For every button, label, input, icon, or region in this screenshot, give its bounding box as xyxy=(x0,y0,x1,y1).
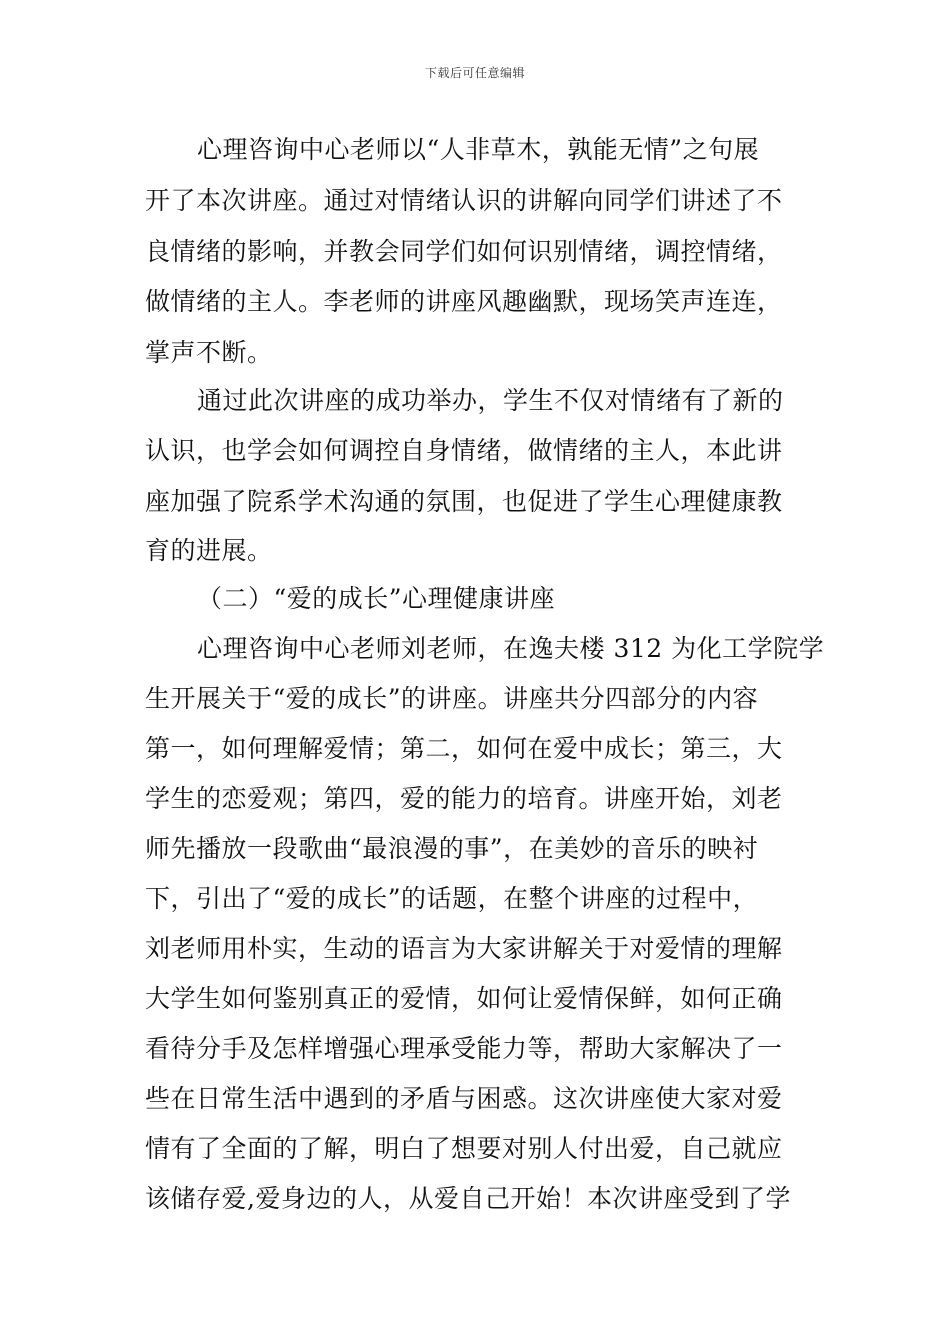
paragraph-line: 生开展关于“爱的成长”的讲座。讲座共分四部分的内容 xyxy=(145,684,759,713)
header-note: 下载后可任意编辑 xyxy=(424,66,525,80)
paragraph-line: 良情绪的影响，并教会同学们如何识别情绪，调控情绪， xyxy=(145,237,783,266)
paragraph-line: 座加强了院系学术沟通的氛围，也促进了学生心理健康教 xyxy=(145,487,783,516)
paragraph-line: 心理咨询中心老师以“人非草木，孰能无情”之句展 xyxy=(197,135,760,164)
paragraph-line: 掌声不断。 xyxy=(145,338,273,367)
paragraph-line: 第一，如何理解爱情；第二，如何在爱中成长；第三，大 xyxy=(145,734,783,763)
paragraph-line: 做情绪的主人。李老师的讲座风趣幽默，现场笑声连连， xyxy=(145,287,783,316)
paragraph-line: 看待分手及怎样增强心理承受能力等，帮助大家解决了一 xyxy=(145,1034,783,1063)
paragraph-line: 通过此次讲座的成功举办，学生不仅对情绪有了新的 xyxy=(197,386,784,415)
section-heading: （二）“爱的成长”心理健康讲座 xyxy=(197,584,556,613)
paragraph-line: 情有了全面的了解，明白了想要对别人付出爱，自己就应 xyxy=(145,1134,783,1163)
paragraph-line: 学生的恋爱观；第四，爱的能力的培育。讲座开始，刘老 xyxy=(145,784,783,813)
paragraph-line: 些在日常生活中遇到的矛盾与困惑。这次讲座使大家对爱 xyxy=(145,1084,783,1113)
paragraph-line: 育的进展。 xyxy=(145,536,273,565)
paragraph-line: 下，引出了“爱的成长”的话题，在整个讲座的过程中， xyxy=(145,884,759,913)
paragraph-line: 心理咨询中心老师刘老师，在逸夫楼 312 为化工学院学 xyxy=(197,634,825,663)
paragraph-line: 认识，也学会如何调控自身情绪，做情绪的主人，本此讲 xyxy=(145,436,783,465)
paragraph-line: 师先播放一段歌曲“最浪漫的事”，在美妙的音乐的映衬 xyxy=(145,834,759,863)
paragraph-line: 该储存爱,爱身边的人，从爱自己开始！本次讲座受到了学 xyxy=(145,1184,791,1213)
paragraph-line: 刘老师用朴实，生动的语言为大家讲解关于对爱情的理解 xyxy=(145,934,783,963)
paragraph-line: 开了本次讲座。通过对情绪认识的讲解向同学们讲述了不 xyxy=(145,186,783,215)
paragraph-line: 大学生如何鉴别真正的爱情，如何让爱情保鲜，如何正确 xyxy=(145,984,783,1013)
